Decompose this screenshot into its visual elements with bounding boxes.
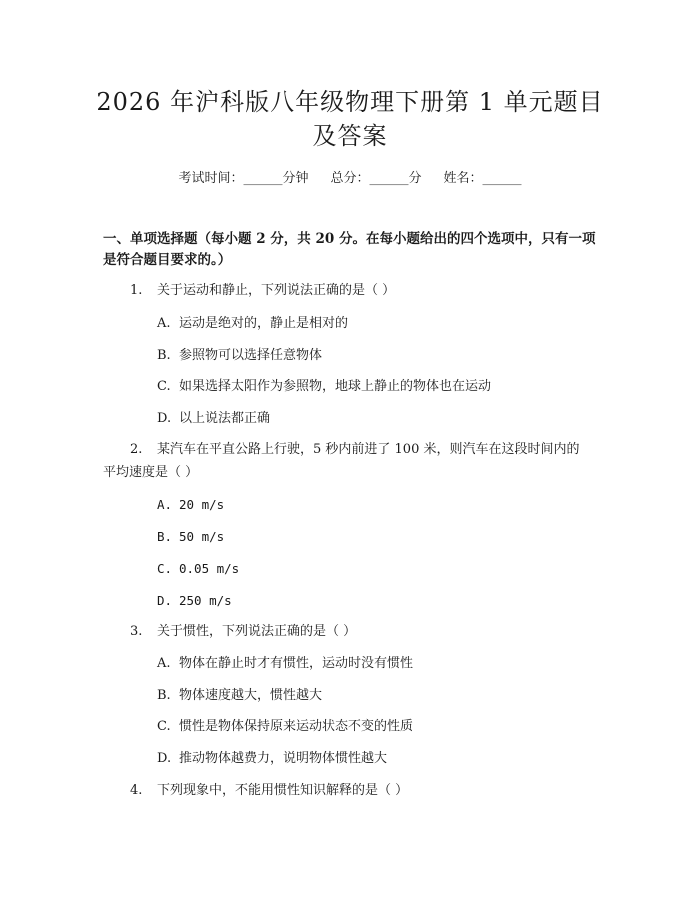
option-text: 50 m/s xyxy=(179,529,225,544)
option-letter: D. xyxy=(157,751,172,766)
option-letter: D. xyxy=(157,593,173,608)
question-3-option-b xyxy=(157,687,322,705)
option-letter: B. xyxy=(157,688,171,703)
exam-time-field: 考试时间：______分钟 xyxy=(178,171,309,186)
option-letter: A. xyxy=(157,497,173,512)
question-text: 下列现象中，不能用惯性知识解释的是（ ） xyxy=(157,783,409,798)
exam-meta-row xyxy=(0,170,700,188)
option-text: 250 m/s xyxy=(179,593,232,608)
question-number: 4. xyxy=(130,783,143,798)
page-title-line-2: 及答案 xyxy=(312,122,388,150)
question-text-line-2: 平均速度是（ ） xyxy=(103,465,199,480)
question-1-option-b xyxy=(157,347,322,365)
question-3-option-c xyxy=(157,718,413,736)
question-3-option-d xyxy=(157,750,387,768)
question-number: 2. xyxy=(130,442,143,457)
option-letter: B. xyxy=(157,348,171,363)
question-2-option-d xyxy=(157,592,232,610)
option-text: 推动物体越费力，说明物体惯性越大 xyxy=(179,751,388,766)
question-1-option-a xyxy=(157,315,348,333)
option-text: 物体速度越大，惯性越大 xyxy=(179,688,323,703)
question-text-line-1: 某汽车在平直公路上行驶，5 秒内前进了 100 米，则汽车在这段时间内的 xyxy=(157,442,580,457)
option-text: 参照物可以选择任意物体 xyxy=(179,348,323,363)
section-heading-single-choice: 一、单项选择题（每小题 2 分，共 20 分。在每小题给出的四个选项中，只有一项是符合题目要求的。） xyxy=(103,231,596,268)
option-letter: B. xyxy=(157,529,173,544)
question-2-option-a xyxy=(157,496,224,514)
option-text: 以上说法都正确 xyxy=(179,411,271,426)
option-letter: C. xyxy=(157,561,173,576)
option-text: 惯性是物体保持原来运动状态不变的性质 xyxy=(179,719,414,734)
option-letter: C. xyxy=(157,719,171,734)
option-letter: D. xyxy=(157,411,172,426)
question-number: 3. xyxy=(130,624,143,639)
option-letter: C. xyxy=(157,379,171,394)
student-name-field: 姓名：______ xyxy=(443,171,522,186)
question-2-option-c xyxy=(157,560,239,578)
option-text: 运动是绝对的，静止是相对的 xyxy=(179,316,349,331)
option-text: 物体在静止时才有惯性，运动时没有惯性 xyxy=(179,656,414,671)
question-3-option-a xyxy=(157,655,413,673)
total-score-field: 总分：______分 xyxy=(330,171,422,186)
option-letter: A. xyxy=(157,316,171,331)
question-number: 1. xyxy=(130,283,143,298)
page-title-line-1: 2026 年沪科版八年级物理下册第 1 单元题目 xyxy=(96,88,604,116)
option-text: 如果选择太阳作为参照物，地球上静止的物体也在运动 xyxy=(179,379,492,394)
question-text: 关于惯性，下列说法正确的是（ ） xyxy=(157,624,357,639)
question-2-option-b xyxy=(157,528,224,546)
question-2-continuation xyxy=(103,464,198,482)
question-1-option-d xyxy=(157,410,270,428)
question-1-option-c xyxy=(157,378,491,396)
option-letter: A. xyxy=(157,656,171,671)
question-text: 关于运动和静止，下列说法正确的是（ ） xyxy=(157,283,396,298)
option-text: 0.05 m/s xyxy=(179,561,240,576)
option-text: 20 m/s xyxy=(179,497,225,512)
